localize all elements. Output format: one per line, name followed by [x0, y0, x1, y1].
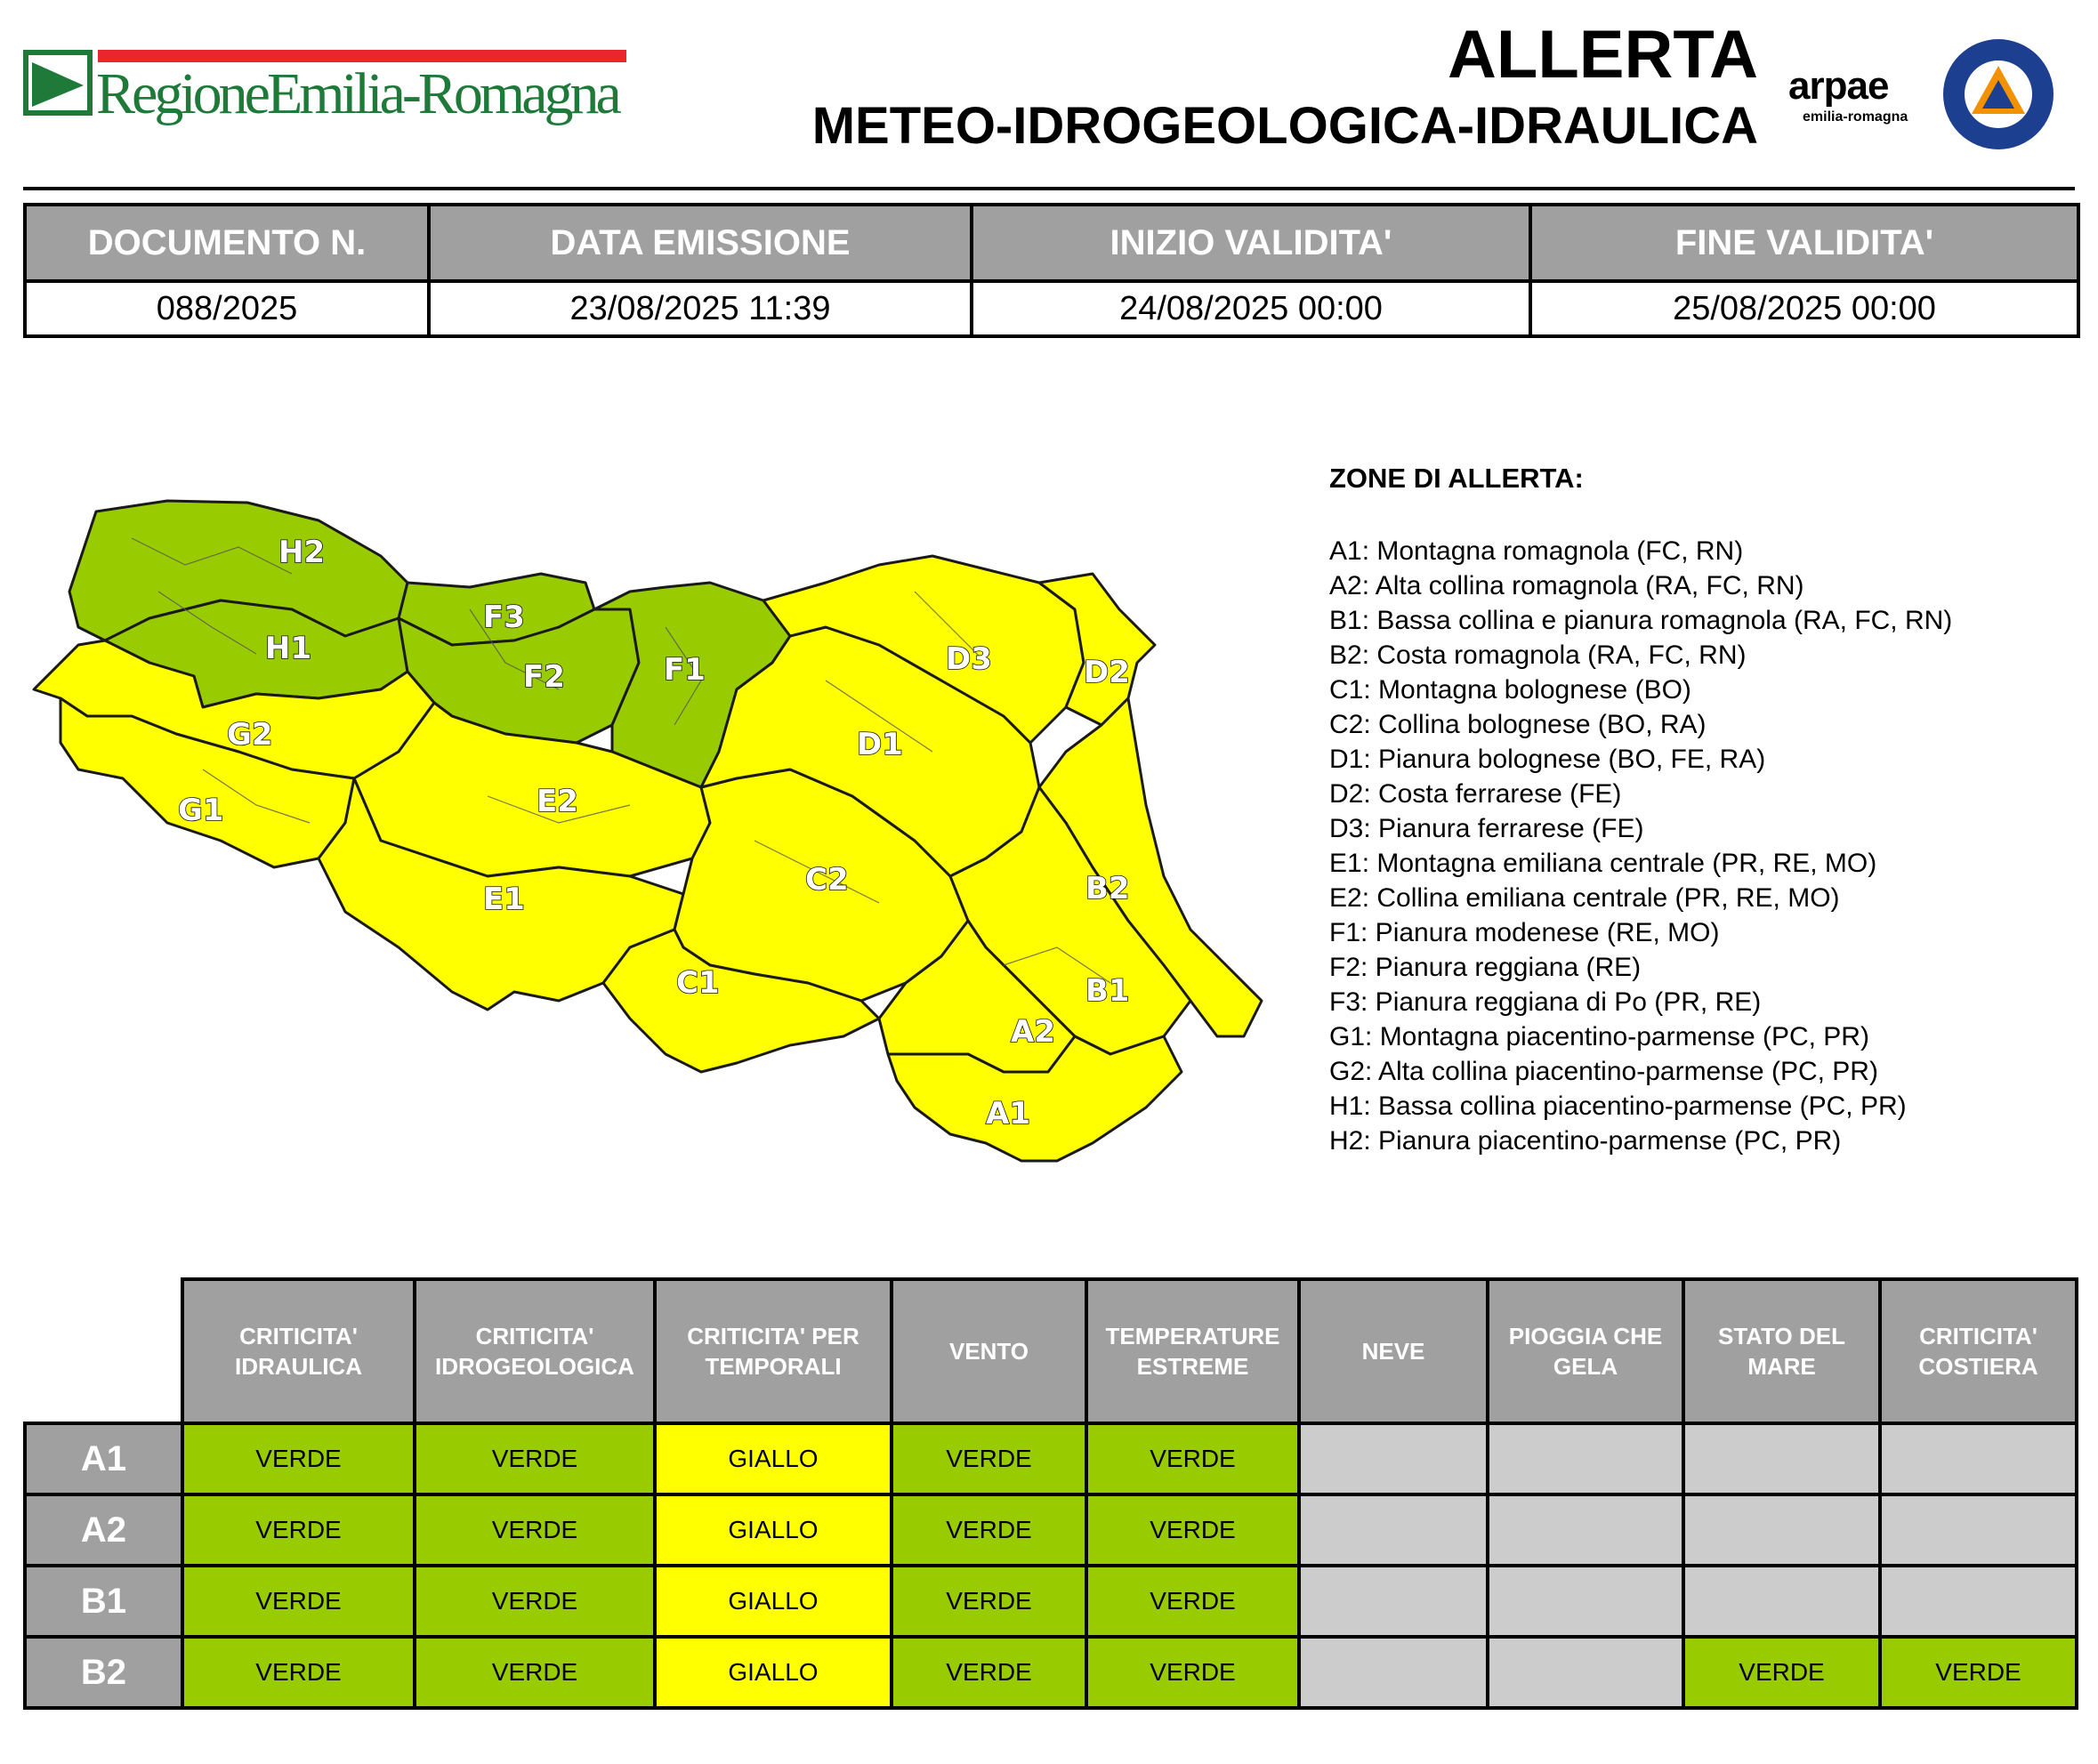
zone-label-H2: H2 — [278, 535, 326, 570]
legend-item: D3: Pianura ferrarese (FE) — [1329, 814, 1644, 843]
legend-item: F2: Pianura reggiana (RE) — [1329, 953, 1642, 982]
level-cell — [1880, 1423, 2077, 1494]
column-header-line: PIOGGIA CHE — [1508, 1323, 1663, 1349]
level-cell — [1299, 1494, 1488, 1566]
column-header — [1683, 1279, 1880, 1423]
zone-label-C1: C1 — [676, 965, 720, 1001]
page-title: ALLERTA — [1448, 17, 1758, 93]
level-cell: GIALLO — [655, 1423, 892, 1494]
table-row — [25, 1637, 2077, 1708]
header-rule — [23, 187, 2075, 190]
level-cell: GIALLO — [655, 1637, 892, 1708]
zone-label-G2: G2 — [227, 717, 273, 753]
region-emblem-icon — [23, 50, 93, 116]
row-zone-label: A2 — [25, 1494, 182, 1566]
level-cell — [1299, 1637, 1488, 1708]
level-cell: VERDE — [1086, 1566, 1299, 1637]
row-zone-label: A1 — [25, 1423, 182, 1494]
level-cell — [1488, 1423, 1683, 1494]
column-header — [1488, 1279, 1683, 1423]
column-header — [655, 1279, 892, 1423]
level-cell: VERDE — [182, 1566, 415, 1637]
arpae-logo — [1788, 64, 1922, 135]
zone-label-C2: C2 — [805, 862, 849, 898]
legend-item: E2: Collina emiliana centrale (PR, RE, MO) — [1329, 883, 1840, 913]
zones-legend — [1329, 463, 2077, 1158]
legend-title: ZONE DI ALLERTA: — [1329, 463, 1584, 494]
legend-item: A1: Montagna romagnola (FC, RN) — [1329, 536, 1744, 566]
column-header — [1086, 1279, 1299, 1423]
legend-list — [1329, 534, 2077, 1158]
alert-zones-map — [25, 485, 1297, 1188]
doc-header-valid-from: INIZIO VALIDITA' — [972, 205, 1530, 281]
level-cell: VERDE — [1086, 1423, 1299, 1494]
level-cell — [1683, 1494, 1880, 1566]
legend-item: G1: Montagna piacentino-parmense (PC, PR) — [1329, 1022, 1869, 1051]
region-logo-text: RegioneEmilia-Romagna — [96, 61, 618, 126]
level-cell — [1488, 1637, 1683, 1708]
table-row — [25, 1423, 2077, 1494]
zone-label-E2: E2 — [537, 784, 578, 819]
legend-item: C1: Montagna bolognese (BO) — [1329, 675, 1691, 705]
legend-item: D1: Pianura bolognese (BO, FE, RA) — [1329, 745, 1766, 774]
column-header-line: TEMPERATURE — [1105, 1323, 1280, 1349]
column-header — [892, 1279, 1086, 1423]
table-corner — [25, 1279, 182, 1423]
level-cell — [1488, 1494, 1683, 1566]
zone-label-B2: B2 — [1085, 871, 1130, 906]
level-cell: VERDE — [892, 1566, 1086, 1637]
column-header-line: CRITICITA' — [239, 1323, 358, 1349]
column-header-line: ESTREME — [1136, 1353, 1249, 1380]
level-cell: VERDE — [892, 1637, 1086, 1708]
doc-valid-to: 25/08/2025 00:00 — [1530, 281, 2078, 336]
doc-header-valid-to: FINE VALIDITA' — [1530, 205, 2078, 281]
level-cell: VERDE — [892, 1494, 1086, 1566]
zone-label-H1: H1 — [265, 631, 312, 666]
column-header — [1299, 1279, 1488, 1423]
logo-red-bar — [98, 50, 626, 62]
civil-protection-seal-icon — [1941, 37, 2055, 151]
level-cell — [1880, 1494, 2077, 1566]
level-cell: GIALLO — [655, 1566, 892, 1637]
column-header-line: CRITICITA' PER — [687, 1323, 859, 1349]
column-header — [1880, 1279, 2077, 1423]
zone-label-A2: A2 — [1011, 1014, 1055, 1050]
alert-levels-table — [23, 1277, 2078, 1710]
level-cell — [1488, 1566, 1683, 1637]
row-zone-label: B1 — [25, 1566, 182, 1637]
level-cell: VERDE — [1086, 1637, 1299, 1708]
legend-item: F3: Pianura reggiana di Po (PR, RE) — [1329, 987, 1762, 1017]
legend-item: E1: Montagna emiliana centrale (PR, RE, MO) — [1329, 849, 1877, 878]
doc-header-issue-date: DATA EMISSIONE — [429, 205, 972, 281]
level-cell — [1299, 1566, 1488, 1637]
column-header-line: CRITICITA' — [475, 1323, 594, 1349]
doc-valid-from: 24/08/2025 00:00 — [972, 281, 1530, 336]
column-header-line: NEVE — [1361, 1338, 1425, 1365]
legend-item: G2: Alta collina piacentino-parmense (PC, PR) — [1329, 1057, 1878, 1086]
legend-item: H2: Pianura piacentino-parmense (PC, PR) — [1329, 1126, 1842, 1156]
level-cell: VERDE — [182, 1423, 415, 1494]
legend-item: A2: Alta collina romagnola (RA, FC, RN) — [1329, 571, 1804, 600]
level-cell: VERDE — [1086, 1494, 1299, 1566]
table-row — [25, 1566, 2077, 1637]
column-header-line: VENTO — [948, 1338, 1029, 1365]
doc-header-number: DOCUMENTO N. — [25, 205, 429, 281]
column-header-line: CRITICITA' — [1919, 1323, 2037, 1349]
level-cell: VERDE — [182, 1494, 415, 1566]
zone-label-A1: A1 — [986, 1096, 1030, 1132]
column-header-line: STATO DEL — [1718, 1323, 1845, 1349]
column-header-line: TEMPORALI — [705, 1353, 842, 1380]
level-cell — [1299, 1423, 1488, 1494]
zone-label-F1: F1 — [664, 652, 706, 688]
region-logo — [23, 50, 618, 130]
level-cell — [1880, 1566, 2077, 1637]
level-cell — [1683, 1423, 1880, 1494]
legend-item: D2: Costa ferrarese (FE) — [1329, 779, 1622, 809]
column-header — [415, 1279, 655, 1423]
column-header-line: IDROGEOLOGICA — [435, 1353, 634, 1380]
page-subtitle: METEO-IDROGEOLOGICA-IDRAULICA — [811, 97, 1758, 155]
zone-label-E1: E1 — [483, 882, 525, 917]
legend-item: C2: Collina bolognese (BO, RA) — [1329, 710, 1707, 739]
arpae-logo-subtext: emilia-romagna — [1803, 109, 1908, 125]
level-cell: VERDE — [415, 1494, 655, 1566]
legend-item: B1: Bassa collina e pianura romagnola (RA, FC, RN) — [1329, 606, 1953, 635]
zone-label-D1: D1 — [857, 727, 903, 762]
level-cell: VERDE — [182, 1637, 415, 1708]
document-info-table — [23, 203, 2080, 338]
zone-label-F2: F2 — [523, 659, 565, 695]
level-cell: VERDE — [1683, 1637, 1880, 1708]
doc-number: 088/2025 — [25, 281, 429, 336]
column-header-line: IDRAULICA — [235, 1353, 362, 1380]
table-row — [25, 1494, 2077, 1566]
doc-issue-date: 23/08/2025 11:39 — [429, 281, 972, 336]
zone-label-F3: F3 — [483, 600, 525, 635]
row-zone-label: B2 — [25, 1637, 182, 1708]
legend-item: B2: Costa romagnola (RA, FC, RN) — [1329, 640, 1747, 670]
level-cell: VERDE — [415, 1566, 655, 1637]
level-cell: GIALLO — [655, 1494, 892, 1566]
column-header-line: COSTIERA — [1918, 1353, 2038, 1380]
legend-item: H1: Bassa collina piacentino-parmense (PC, PR) — [1329, 1091, 1907, 1121]
level-cell: VERDE — [415, 1637, 655, 1708]
zone-label-G1: G1 — [178, 793, 224, 828]
column-header-line: GELA — [1553, 1353, 1618, 1380]
zone-label-B1: B1 — [1085, 973, 1130, 1009]
zone-label-D2: D2 — [1084, 655, 1130, 690]
column-header — [182, 1279, 415, 1423]
level-cell: VERDE — [415, 1423, 655, 1494]
column-header-line: MARE — [1747, 1353, 1816, 1380]
zone-label-D3: D3 — [946, 641, 992, 677]
level-cell — [1683, 1566, 1880, 1637]
legend-item: F1: Pianura modenese (RE, MO) — [1329, 918, 1720, 947]
level-cell: VERDE — [1880, 1637, 2077, 1708]
arpae-logo-text: arpae — [1788, 64, 1889, 108]
level-cell: VERDE — [892, 1423, 1086, 1494]
